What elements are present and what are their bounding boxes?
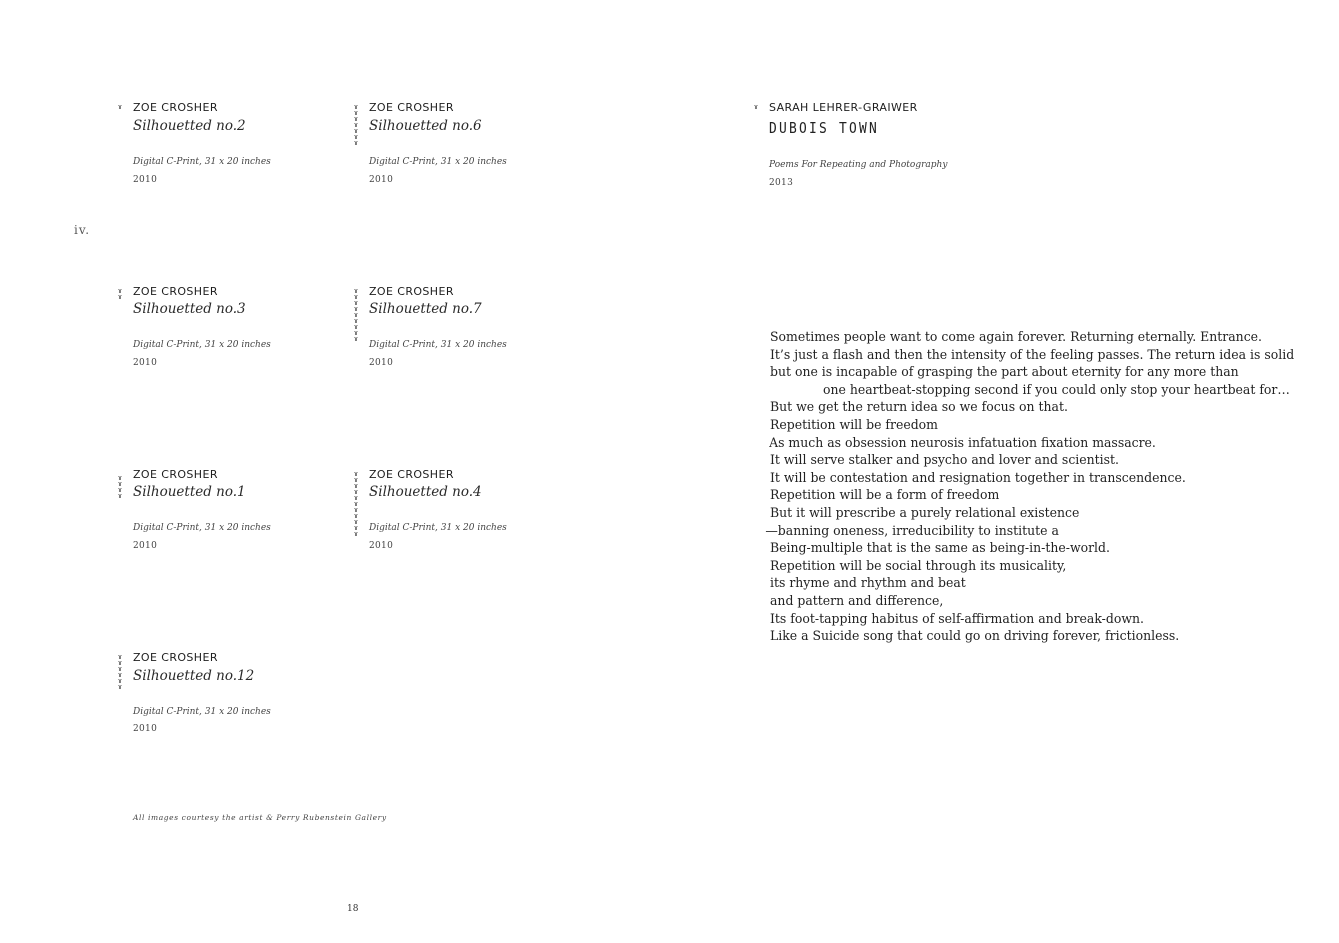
poem-line: and pattern and difference, xyxy=(770,593,944,609)
work-medium: Digital C-Print, 31 x 20 inches xyxy=(133,523,271,533)
work-year: 2010 xyxy=(133,175,158,185)
poem-line: Repetition will be freedom xyxy=(770,417,938,433)
poem-line: It’s just a flash and then the intensity of the feeling passes. The return idea is solid xyxy=(770,347,1295,363)
image-credit: All images courtesy the artist & Perry Rubenstein Gallery xyxy=(133,813,387,822)
artist-name: ZOE CROSHER xyxy=(369,101,454,114)
poem-line: Its foot-tapping habitus of self-affirmation and break-down. xyxy=(770,611,1145,627)
poem-line: It will serve stalker and psycho and lover and scientist. xyxy=(770,453,1120,469)
featured-title: DUBOIS TOWN xyxy=(769,119,880,137)
poem-line: Being-multiple that is the same as being-in-the-world. xyxy=(770,541,1110,557)
ornament-mark: ɤ ɤ ɤ ɤ ɤ ɤ ɤ xyxy=(353,103,359,147)
work-title: Silhouetted no.7 xyxy=(369,301,482,317)
work-year: 2010 xyxy=(133,724,158,734)
poem-line: But we get the return idea so we focus on that. xyxy=(770,400,1068,416)
ornament-mark: ɤ ɤ ɤ ɤ xyxy=(117,474,123,500)
section-label: iv. xyxy=(74,223,91,237)
work-year: 2010 xyxy=(133,541,158,551)
work-year: 2010 xyxy=(133,358,158,368)
work-medium: Digital C-Print, 31 x 20 inches xyxy=(369,523,507,533)
ornament-mark: ɤ ɤ ɤ ɤ ɤ ɤ ɤ ɤ ɤ ɤ ɤ xyxy=(353,470,359,538)
ornament-mark: ɤ ɤ ɤ ɤ ɤ ɤ xyxy=(117,653,123,691)
poem-line: As much as obsession neurosis infatuation fixation massacre. xyxy=(769,435,1156,451)
work-year: 2010 xyxy=(369,175,394,185)
poem-text xyxy=(765,329,1295,646)
poem-line: Repetition will be social through its musicality, xyxy=(770,558,1067,574)
ornament-mark: ɤ xyxy=(753,103,759,111)
featured-medium: Poems For Repeating and Photography xyxy=(769,160,948,170)
poem-line: It will be contestation and resignation together in transcendence. xyxy=(770,470,1186,486)
artist-name: ZOE CROSHER xyxy=(133,285,218,298)
poem-line: Repetition will be a form of freedom xyxy=(770,488,1000,504)
poem-line: its rhyme and rhythm and beat xyxy=(770,576,966,592)
poem-line: but one is incapable of grasping the part about eternity for any more than xyxy=(770,365,1239,381)
artist-name: ZOE CROSHER xyxy=(133,651,218,664)
poem-line: —banning oneness, irreducibility to institute a xyxy=(765,523,1059,539)
work-title: Silhouetted no.2 xyxy=(133,118,246,134)
work-year: 2010 xyxy=(369,541,394,551)
work-title: Silhouetted no.3 xyxy=(133,301,246,317)
work-medium: Digital C-Print, 31 x 20 inches xyxy=(369,340,507,350)
work-title: Silhouetted no.4 xyxy=(369,484,482,500)
artist-name: ZOE CROSHER xyxy=(369,285,454,298)
artist-name: ZOE CROSHER xyxy=(133,101,218,114)
work-title: Silhouetted no.1 xyxy=(133,484,246,500)
featured-year: 2013 xyxy=(769,178,794,188)
work-medium: Digital C-Print, 31 x 20 inches xyxy=(369,157,507,167)
ornament-mark: ɤ ɤ xyxy=(117,287,123,301)
page-number: 18 xyxy=(347,904,359,914)
work-medium: Digital C-Print, 31 x 20 inches xyxy=(133,340,271,350)
featured-artist-name: SARAH LEHRER-GRAIWER xyxy=(769,101,918,114)
ornament-mark: ɤ ɤ ɤ ɤ ɤ ɤ ɤ ɤ ɤ xyxy=(353,287,359,343)
poem-line: But it will prescribe a purely relational existence xyxy=(770,505,1080,521)
work-medium: Digital C-Print, 31 x 20 inches xyxy=(133,707,271,717)
ornament-mark: ɤ xyxy=(117,103,123,111)
work-year: 2010 xyxy=(369,358,394,368)
work-title: Silhouetted no.12 xyxy=(133,668,255,684)
work-medium: Digital C-Print, 31 x 20 inches xyxy=(133,157,271,167)
artist-name: ZOE CROSHER xyxy=(133,468,218,481)
poem-line: Like a Suicide song that could go on driving forever, frictionless. xyxy=(770,629,1180,645)
artist-name: ZOE CROSHER xyxy=(369,468,454,481)
poem-line: Sometimes people want to come again forever. Returning eternally. Entrance. xyxy=(770,330,1263,345)
poem-line: one heartbeat-stopping second if you could only stop your heartbeat for… xyxy=(823,382,1290,398)
work-title: Silhouetted no.6 xyxy=(369,118,482,134)
